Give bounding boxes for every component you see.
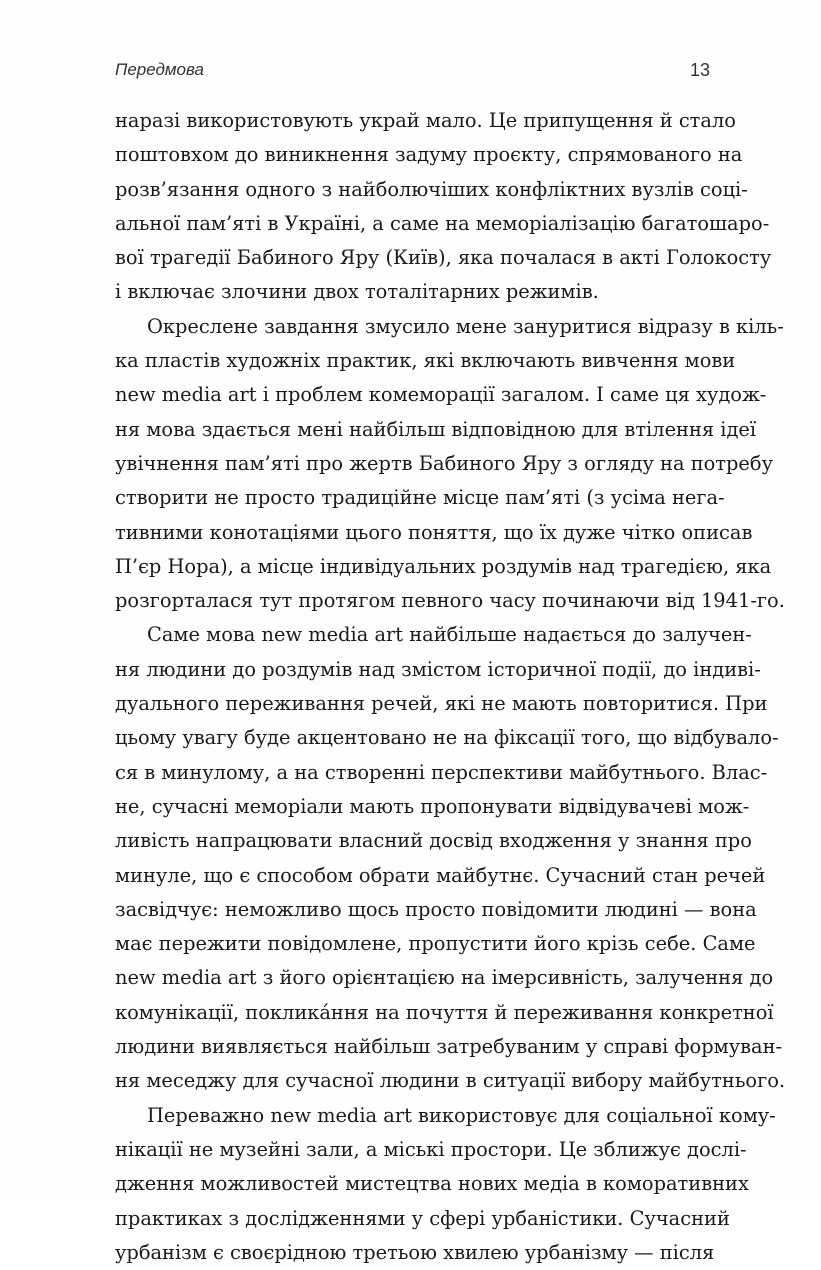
text-line: ня мова здається мені найбільш відповідною для втілення ідеї xyxy=(115,417,757,441)
text-line: нікації не музейні зали, а міські простори. Це зближує дослі- xyxy=(115,1137,747,1161)
text-line: розгорталася тут протягом певного часу починаючи від 1941-го. xyxy=(115,589,785,613)
text-line: минуле, що є способом обрати майбутнє. Сучасний стан речей xyxy=(115,863,766,887)
paragraph xyxy=(115,1099,776,1270)
text-line: цьому увагу буде акцентовано не на фіксації того, що відбувало- xyxy=(115,726,779,750)
text-line: ня меседжу для сучасної людини в ситуації вибору майбутнього. xyxy=(115,1069,786,1093)
page-number: 13 xyxy=(689,60,710,80)
text-line: розв’язання одного з найболючіших конфліктних вузлів соці- xyxy=(115,177,748,201)
text-line: наразі використовують украй мало. Це припущення й стало xyxy=(115,109,736,132)
section-title: Передмова xyxy=(115,60,204,79)
text-line: практиках з дослідженнями у сфері урбаністики. Сучасний xyxy=(115,1206,730,1230)
text-line: людини виявляється найбільш затребуваним у справі формуван- xyxy=(115,1035,783,1059)
text-line: поштовхом до виникнення задуму проєкту, спрямованого на xyxy=(115,143,743,167)
text-line: альної пам’яті в Україні, а саме на меморіалізацію багатошаро- xyxy=(115,211,770,235)
text-line: Переважно new media art використовує для соціальної кому- xyxy=(147,1103,776,1127)
text-line: дження можливостей мистецтва нових медіа в коморативних xyxy=(115,1172,749,1196)
text-line: П’єр Нора), а місце індивідуальних роздумів над трагедією, яка xyxy=(115,554,772,578)
text-line: і включає злочини двох тоталітарних режимів. xyxy=(115,280,599,304)
text-line: створити не просто традиційне місце пам’яті (з усіма нега- xyxy=(115,486,725,510)
text-line: ня людини до роздумів над змістом історичної події, до індиві- xyxy=(115,657,761,681)
text-line: Окреслене завдання змусило мене зануритися відразу в кіль- xyxy=(147,314,784,338)
text-line: комунікації, поклика́ння на почуття й переживання конкретної xyxy=(115,1000,774,1024)
paragraph xyxy=(115,618,786,1098)
text-line: ся в минулому, а на створенні перспективи майбутнього. Влас- xyxy=(115,760,768,784)
text-line: ливість напрацювати власний досвід входження у знання про xyxy=(115,829,752,853)
text-line: ка пластів художніх практик, які включають вивчення мови xyxy=(115,349,736,373)
body-text xyxy=(115,104,786,1270)
paragraph xyxy=(115,104,772,310)
running-head xyxy=(115,60,710,86)
text-line: Саме мова new media art найбільше надається до залучен- xyxy=(147,623,752,647)
text-line: вої трагедії Бабиного Яру (Київ), яка почалася в акті Голокосту xyxy=(115,246,772,270)
text-line: new media art і проблем комеморації загалом. І саме ця худож- xyxy=(115,383,767,407)
paragraph xyxy=(115,310,785,619)
text-line: дуального переживання речей, які не мають повторитися. При xyxy=(115,692,768,716)
text-line: має пережити повідомлене, пропустити його крізь себе. Саме xyxy=(115,932,756,956)
text-line: не, сучасні меморіали мають пропонувати відвідувачеві мож- xyxy=(115,794,750,818)
text-line: урбанізм є своєрідною третьою хвилею урбанізму — після xyxy=(115,1240,715,1264)
text-line: тивними конотаціями цього поняття, що їх дуже чітко описав xyxy=(115,520,753,544)
text-line: увічнення пам’яті про жертв Бабиного Яру з огляду на потребу xyxy=(115,451,773,475)
text-line: засвідчує: неможливо щось просто повідомити людині — вона xyxy=(115,897,757,921)
text-line: new media art з його орієнтацією на імерсивність, залучення до xyxy=(115,966,774,990)
